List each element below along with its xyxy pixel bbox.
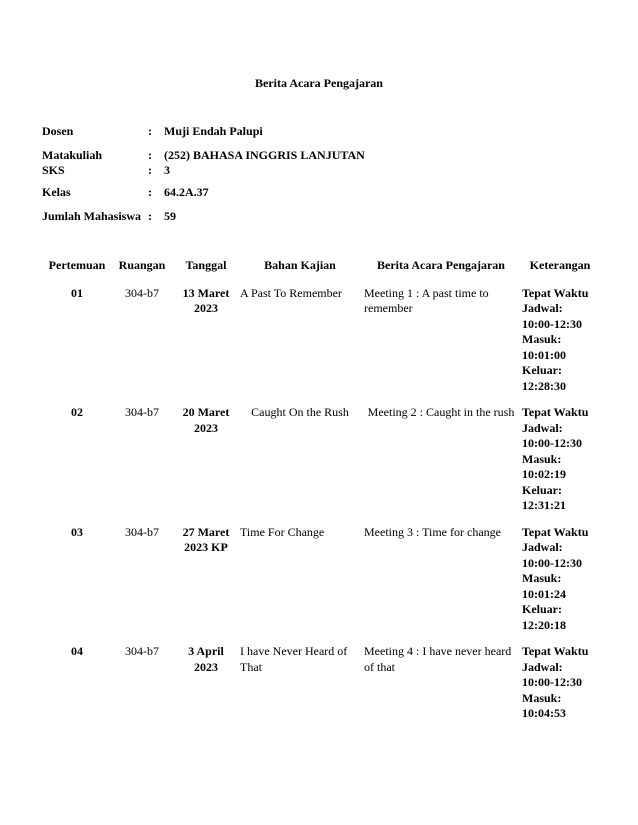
table-row [44, 644, 600, 733]
cell-tanggal-line: 2023 [194, 301, 218, 315]
matakuliah-label: Matakuliah [42, 148, 103, 162]
cell-tanggal [174, 525, 238, 645]
cell-keterangan-line: Tepat Waktu [522, 285, 589, 300]
dosen-colon: : [148, 124, 152, 138]
table-header-row [44, 258, 600, 286]
header-bahan-kajian: Bahan Kajian [264, 258, 336, 272]
jumlah-label: Jumlah Mahasiswa [42, 209, 142, 223]
cell-pertemuan: 02 [71, 405, 83, 419]
cell-keterangan-line: Masuk: [522, 690, 562, 705]
cell-berita-acara: Meeting 4 : I have never heard of that [364, 644, 512, 674]
sks-colon: : [148, 163, 152, 177]
berita-acara-table [44, 258, 600, 733]
cell-keterangan-line: 10:01:24 [522, 586, 566, 601]
cell-ruangan: 304-b7 [125, 285, 159, 300]
cell-keterangan-line: 10:02:19 [522, 467, 566, 481]
cell-keterangan-line: 10:00-12:30 [522, 316, 582, 331]
cell-keterangan-line: Tepat Waktu [522, 644, 589, 658]
cell-tanggal-line: 2023 KP [184, 540, 228, 554]
cell-keterangan-line: Jadwal: [522, 540, 563, 554]
cell-keterangan-line: Masuk: [522, 332, 562, 346]
cell-keterangan [520, 405, 600, 525]
cell-keterangan-line: Jadwal: [522, 301, 563, 315]
cell-keterangan-line: Masuk: [522, 451, 562, 466]
cell-tanggal-line: 13 Maret [182, 285, 230, 300]
matakuliah-value: (252) BAHASA INGGRIS LANJUTAN [164, 148, 365, 162]
kelas-value: 64.2A.37 [164, 185, 209, 199]
cell-keterangan-line: 10:00-12:30 [522, 555, 582, 570]
header-ruangan: Ruangan [118, 258, 166, 272]
sks-value: 3 [164, 163, 170, 177]
cell-keterangan-line: Keluar: [522, 363, 562, 377]
cell-pertemuan: 03 [71, 524, 83, 539]
cell-ruangan: 304-b7 [125, 524, 159, 539]
cell-tanggal [174, 286, 238, 406]
cell-keterangan [520, 525, 600, 645]
jumlah-colon: : [148, 209, 152, 223]
cell-keterangan-line: 10:04:53 [522, 706, 566, 720]
cell-keterangan [520, 644, 600, 733]
cell-tanggal-line: 2023 [194, 659, 218, 674]
jumlah-value: 59 [164, 209, 176, 223]
cell-tanggal-line: 2023 [194, 420, 218, 435]
cell-bahan-kajian: Time For Change [240, 524, 325, 539]
cell-keterangan-line: Jadwal: [522, 659, 563, 674]
header-pertemuan: Pertemuan [48, 258, 106, 272]
cell-berita-acara: Meeting 1 : A past time to remember [364, 285, 489, 315]
cell-keterangan-line: 10:00-12:30 [522, 675, 582, 689]
cell-ruangan: 304-b7 [125, 644, 159, 658]
kelas-label: Kelas [42, 185, 71, 199]
matakuliah-colon: : [148, 148, 152, 162]
table-row [44, 286, 600, 406]
cell-tanggal [174, 405, 238, 525]
cell-ruangan: 304-b7 [125, 405, 159, 419]
cell-keterangan-line: 10:00-12:30 [522, 436, 582, 450]
cell-keterangan-line: Keluar: [522, 482, 562, 497]
cell-keterangan-line: 12:28:30 [522, 378, 566, 393]
header-tanggal: Tanggal [185, 258, 227, 272]
sks-label: SKS [42, 163, 65, 177]
cell-keterangan-line: 12:20:18 [522, 617, 566, 632]
kelas-colon: : [148, 185, 152, 199]
dosen-value: Muji Endah Palupi [164, 124, 263, 138]
cell-tanggal-line: 3 April [188, 644, 224, 658]
cell-pertemuan: 04 [71, 644, 83, 658]
cell-keterangan-line: Keluar: [522, 602, 562, 616]
header-keterangan: Keterangan [529, 258, 591, 272]
cell-keterangan-line: Tepat Waktu [522, 524, 589, 539]
cell-keterangan-line: Masuk: [522, 571, 562, 585]
cell-keterangan [520, 286, 600, 406]
cell-keterangan-line: Jadwal: [522, 420, 563, 435]
table-row [44, 525, 600, 645]
cell-keterangan-line: 12:31:21 [522, 498, 566, 512]
cell-tanggal-line: 20 Maret [182, 405, 230, 419]
cell-keterangan-line: Tepat Waktu [522, 405, 589, 419]
cell-tanggal [174, 644, 238, 733]
cell-bahan-kajian: Caught On the Rush [251, 405, 349, 419]
table-row [44, 405, 600, 525]
cell-berita-acara: Meeting 3 : Time for change [364, 524, 501, 539]
document-title: Berita Acara Pengajaran [255, 76, 383, 90]
cell-pertemuan: 01 [71, 285, 83, 300]
dosen-label: Dosen [42, 124, 74, 138]
cell-tanggal-line: 27 Maret [182, 524, 230, 539]
header-berita-acara: Berita Acara Pengajaran [377, 258, 505, 272]
cell-berita-acara: Meeting 2 : Caught in the rush [367, 405, 515, 419]
cell-keterangan-line: 10:01:00 [522, 347, 566, 362]
cell-bahan-kajian: I have Never Heard of That [240, 644, 348, 674]
cell-bahan-kajian: A Past To Remember [240, 285, 342, 300]
